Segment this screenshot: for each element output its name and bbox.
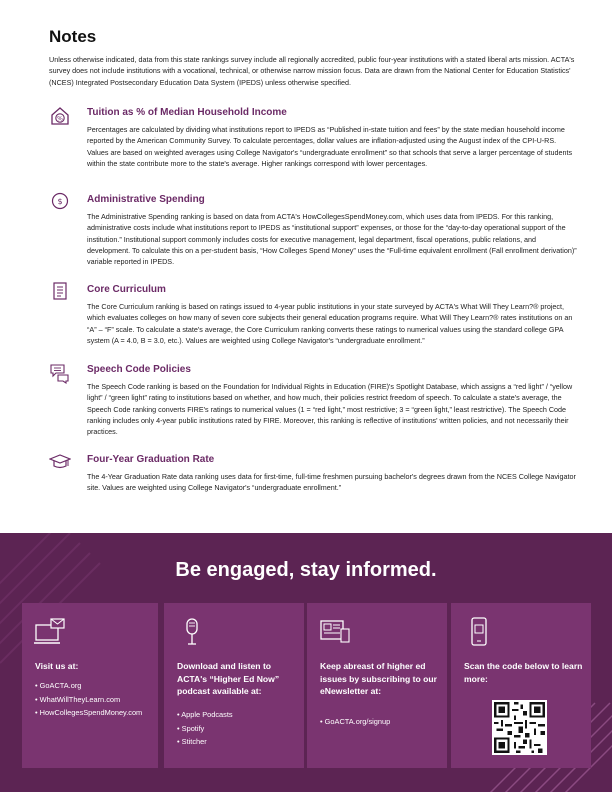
- speech-bubbles-icon: [49, 362, 71, 384]
- phone-scan-icon: [463, 617, 495, 647]
- card-podcast: [164, 603, 304, 768]
- footer-title: Be engaged, stay informed.: [175, 559, 437, 581]
- computer-mail-icon: [34, 617, 66, 647]
- platform-link[interactable]: • Stitcher: [177, 735, 233, 749]
- section-admin-spending: [49, 192, 579, 272]
- section-heading: Speech Code Policies: [87, 364, 191, 375]
- card-scan: [451, 603, 591, 768]
- card-visit-us: [22, 603, 158, 768]
- house-percent-icon: [49, 105, 71, 127]
- link-whatwilltheylearn[interactable]: • WhatWillTheyLearn.com: [35, 693, 142, 707]
- link-list: [320, 715, 390, 729]
- card-title: Keep abreast of higher ed issues by subscribing to our eNewsletter at:: [320, 661, 437, 696]
- section-heading: Administrative Spending: [87, 194, 205, 205]
- link-howcollegesspendmoney[interactable]: • HowCollegesSpendMoney.com: [35, 706, 142, 720]
- footer-banner: [0, 533, 612, 792]
- platform-list: [177, 708, 233, 749]
- card-newsletter: [307, 603, 447, 768]
- link-list: [35, 679, 142, 720]
- graduation-cap-icon: [49, 452, 71, 474]
- section-body: The Speech Code ranking is based on the Foundation for Individual Rights in Education (FIRE)'s Spotlight Database, which assigns a “red light” / “yellow light” / “green light” rating to institutions based on whether, and how much, their policies restrict freedom of speech. To calculate a state's average, the Speech Code ranking converts FIRE's ratings to numerical values (1 = “red light,” most restrictive; 3 = “green light,” least restrictive). The Speech Code ranking includes only 4-year public institutions rated by FIRE. Moreover, this ranking is reflective of institutions' written policies, and not necessarily their practices.: [87, 382, 573, 437]
- platform-link[interactable]: • Spotify: [177, 722, 233, 736]
- dollar-circle-icon: [49, 192, 71, 214]
- card-title: Download and listen to ACTA's “Higher Ed Now” podcast available at:: [177, 661, 280, 696]
- document-icon: [49, 282, 71, 304]
- svg-text:$: $: [57, 197, 63, 206]
- link-signup[interactable]: • GoACTA.org/signup: [320, 715, 390, 729]
- section-body: The Core Curriculum ranking is based on ratings issued to 4-year public institutions in your state surveyed by ACTA's What Will They Learn?® project, which evaluates colleges on how many of seven core subjects their general education programs require. What Will They Learn?® rates institutions on an “A” – “F” scale. To calculate a state's average, the Core Curriculum ranking converts these ratings to numerical values using the standard college GPA system (A = 4.0, B = 3.0, etc.). Values are weighted using College Navigator's “undergraduate enrollment.”: [87, 302, 573, 345]
- microphone-icon: [176, 617, 208, 647]
- platform-link[interactable]: • Apple Podcasts: [177, 708, 233, 722]
- section-heading: Four-Year Graduation Rate: [87, 454, 215, 465]
- section-speech-code: [49, 362, 579, 442]
- card-title: Visit us at:: [35, 661, 79, 671]
- section-graduation-rate: [49, 452, 579, 500]
- section-body: The Administrative Spending ranking is based on data from ACTA's HowCollegesSpendMoney.com, which uses data from IPEDS. For this ranking, administrative costs include what institutions report to IPEDS as “institutional support” expenses, or those for the “day-to-day operational support of the institution.” Institutional support commonly includes costs for executive management, legal department, fiscal operations, public relations, and development. To calculate this on a per-student basis, “How Colleges Spend Money” uses the “Full-time equivalent enrollment (Fall enrollment derivation)” variable reported in IPEDS.: [87, 212, 577, 267]
- qr-code[interactable]: [492, 700, 547, 755]
- section-heading: Tuition as % of Median Household Income: [87, 107, 287, 118]
- link-goacta[interactable]: • GoACTA.org: [35, 679, 142, 693]
- card-title: Scan the code below to learn more:: [464, 661, 583, 684]
- section-heading: Core Curriculum: [87, 284, 166, 295]
- intro-paragraph: Unless otherwise indicated, data from this state rankings survey include all regionally accredited, public four-year institutions with a stated liberal arts mission. ACTA's survey does not include institutions with a vocational, technical, or otherwise narrow mission focus. Data are drawn from the National Center for Education Statistics' (NCES) Integrated Postsecondary Education Data System (IPEDS) unless otherwise specified.: [49, 55, 575, 87]
- section-core-curriculum: [49, 282, 579, 350]
- svg-text:%: %: [57, 115, 63, 123]
- newsletter-icon: [319, 617, 351, 647]
- section-body: The 4-Year Graduation Rate data ranking uses data for first-time, full-time freshmen pursuing bachelor's degrees drawn from the NCES College Navigator site. Values are weighted using College Navigator's “undergraduate enrollment.”: [87, 472, 576, 493]
- section-body: Percentages are calculated by dividing what institutions report to IPEDS as “Published in-state tuition and fees” by the state median household income reported by the American Community Survey. To calculate percentages, dollar values are inflation-adjusted using the August index of the CPI-U-RS. Values are based on weighted averages using College Navigator's “undergraduate enrollment” so that schools that serve a larger percentage of students within the state contribute more to the state's average. Higher rankings correspond with lower percentages.: [87, 125, 573, 168]
- page-title: Notes: [49, 27, 97, 46]
- section-tuition: [49, 105, 579, 183]
